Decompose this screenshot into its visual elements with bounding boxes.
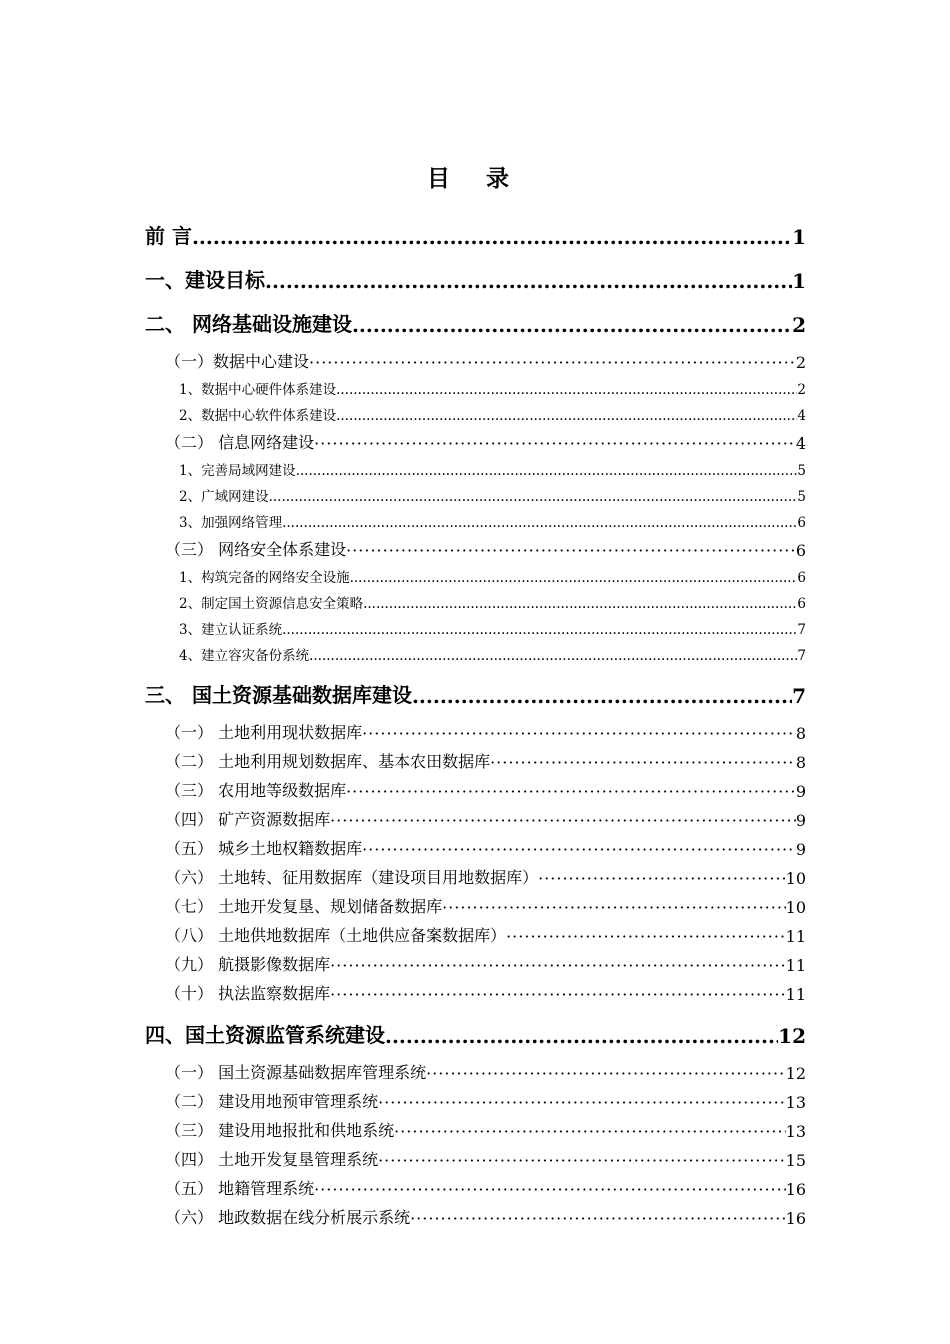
toc-entry-label: 1、完善局域网建设 [179, 463, 296, 479]
toc-entry-label: 二、 网络基础设施建设 [145, 312, 352, 336]
toc-entry[interactable] [145, 505, 806, 531]
toc-entry-label: （一）数据中心建设 [165, 352, 310, 371]
toc-entry[interactable] [145, 424, 806, 453]
toc-entry[interactable] [145, 531, 806, 560]
toc-leader-dots [314, 1180, 786, 1199]
toc-entry-page-number: 16 [785, 1180, 806, 1199]
toc-entry-label: （四） 矿产资源数据库 [165, 810, 331, 829]
toc-entry[interactable] [145, 1083, 806, 1112]
toc-entry-label: （二） 建设用地预审管理系统 [165, 1092, 379, 1111]
toc-entry-page-number: 11 [785, 956, 806, 975]
toc-entry-page-number: 8 [795, 753, 806, 772]
toc-entry[interactable] [145, 453, 806, 479]
toc-entry-label: 2、广域网建设 [179, 489, 269, 505]
toc-leader-dots [282, 622, 797, 638]
toc-entry[interactable] [145, 830, 806, 859]
toc-entry[interactable] [145, 586, 806, 612]
toc-entry[interactable] [145, 479, 806, 505]
toc-entry-page-number: 2 [795, 353, 806, 372]
toc-entry[interactable] [145, 743, 806, 772]
toc-entry[interactable] [145, 1004, 806, 1048]
toc-entry-page-number: 12 [785, 1064, 806, 1083]
toc-entry[interactable] [145, 205, 806, 249]
toc-entry[interactable] [145, 714, 806, 743]
toc-entry-label: 3、建立认证系统 [179, 622, 283, 638]
toc-entry-page-number: 16 [785, 1209, 806, 1228]
toc-entry-label: （六） 地政数据在线分析展示系统 [165, 1208, 411, 1227]
toc-leader-dots [362, 724, 796, 743]
toc-entry-page-number: 6 [797, 570, 806, 586]
toc-leader-dots [296, 463, 798, 479]
toc-entry-label: （二） 土地利用规划数据库、基本农田数据库 [165, 752, 491, 771]
toc-leader-dots [309, 353, 796, 372]
toc-entry[interactable] [145, 1199, 806, 1228]
toc-entry[interactable] [145, 343, 806, 372]
toc-leader-dots [426, 1064, 786, 1083]
toc-entry-page-number: 11 [785, 985, 806, 1004]
toc-entry-page-number: 10 [785, 898, 806, 917]
toc-leader-dots [490, 753, 796, 772]
toc-leader-dots [350, 570, 798, 586]
toc-entry[interactable] [145, 888, 806, 917]
toc-leader-dots [265, 269, 792, 293]
toc-entry[interactable] [145, 772, 806, 801]
toc-leader-dots [330, 985, 786, 1004]
toc-entry-page-number: 9 [795, 782, 806, 801]
toc-leader-dots [352, 313, 792, 337]
toc-entry[interactable] [145, 560, 806, 586]
toc-entry[interactable] [145, 293, 806, 337]
toc-entry-label: （六） 土地转、征用数据库（建设项目用地数据库） [165, 868, 539, 887]
toc-entry-label: （十） 执法监察数据库 [165, 984, 331, 1003]
toc-leader-dots [410, 1209, 786, 1228]
toc-leader-dots [330, 811, 796, 830]
toc-entry-page-number: 7 [792, 684, 806, 708]
toc-entry-page-number: 11 [785, 927, 806, 946]
toc-leader-dots [336, 408, 797, 424]
toc-leader-dots [394, 1122, 786, 1141]
toc-leader-dots [442, 898, 786, 917]
toc-leader-dots [314, 434, 796, 453]
toc-entry-page-number: 13 [785, 1093, 806, 1112]
toc-leader-dots [378, 1093, 786, 1112]
toc-entry-page-number: 13 [785, 1122, 806, 1141]
toc-entry-label: 三、 国土资源基础数据库建设 [145, 683, 412, 707]
toc-entry-label: （七） 土地开发复垦、规划储备数据库 [165, 897, 443, 916]
toc-entry-page-number: 5 [797, 489, 806, 505]
toc-leader-dots [269, 489, 798, 505]
toc-entry-page-number: 6 [797, 515, 806, 531]
toc-leader-dots [346, 541, 796, 560]
toc-entry-page-number: 4 [797, 408, 806, 424]
toc-leader-dots [282, 515, 797, 531]
toc-entry[interactable] [145, 946, 806, 975]
toc-entry[interactable] [145, 917, 806, 946]
toc-entry-label: 2、制定国土资源信息安全策略 [179, 596, 364, 612]
toc-entry[interactable] [145, 801, 806, 830]
toc-leader-dots [412, 684, 792, 708]
toc-leader-dots [362, 840, 796, 859]
toc-leader-dots [385, 1024, 778, 1048]
toc-leader-dots [538, 869, 786, 888]
toc-entry-label: 前 言 [145, 224, 192, 248]
toc-leader-dots [336, 382, 797, 398]
toc-entry-page-number: 6 [797, 596, 806, 612]
toc-entry[interactable] [145, 1112, 806, 1141]
toc-entry-page-number: 5 [797, 463, 806, 479]
toc-entry-page-number: 4 [795, 434, 806, 453]
toc-leader-dots [506, 927, 786, 946]
toc-entry-label: （三） 建设用地报批和供地系统 [165, 1121, 395, 1140]
table-of-contents [145, 205, 806, 1228]
toc-entry-label: 一、建设目标 [145, 268, 265, 292]
toc-entry-label: 1、构筑完备的网络安全设施 [179, 570, 350, 586]
toc-entry-label: （一） 土地利用现状数据库 [165, 723, 363, 742]
toc-entry-page-number: 7 [797, 648, 806, 664]
toc-entry-page-number: 15 [785, 1151, 806, 1170]
toc-entry-page-number: 1 [792, 269, 806, 293]
toc-entry-label: （八） 土地供地数据库（土地供应备案数据库） [165, 926, 507, 945]
toc-entry[interactable] [145, 859, 806, 888]
toc-entry[interactable] [145, 398, 806, 424]
toc-entry[interactable] [145, 1141, 806, 1170]
toc-entry-page-number: 10 [785, 869, 806, 888]
toc-entry-page-number: 9 [795, 840, 806, 859]
toc-entry[interactable] [145, 975, 806, 1004]
toc-entry[interactable] [145, 249, 806, 293]
toc-entry-label: （四） 土地开发复垦管理系统 [165, 1150, 379, 1169]
toc-leader-dots [378, 1151, 786, 1170]
toc-leader-dots [192, 225, 792, 249]
toc-entry-page-number: 1 [792, 225, 806, 249]
toc-entry-page-number: 8 [795, 724, 806, 743]
toc-entry-page-number: 2 [797, 382, 806, 398]
toc-leader-dots [363, 596, 797, 612]
page-title: 目 录 [426, 165, 523, 192]
toc-entry-page-number: 12 [778, 1024, 806, 1048]
toc-entry-label: （五） 地籍管理系统 [165, 1179, 315, 1198]
toc-entry[interactable] [145, 638, 806, 664]
toc-entry-page-number: 6 [795, 541, 806, 560]
toc-entry-label: 4、建立容灾备份系统 [179, 648, 310, 664]
toc-entry-page-number: 7 [797, 622, 806, 638]
toc-entry-label: （一） 国土资源基础数据库管理系统 [165, 1063, 427, 1082]
toc-entry[interactable] [145, 612, 806, 638]
toc-leader-dots [330, 956, 786, 975]
toc-entry[interactable] [145, 1054, 806, 1083]
toc-leader-dots [346, 782, 796, 801]
toc-entry-label: （九） 航摄影像数据库 [165, 955, 331, 974]
toc-entry-page-number: 2 [792, 313, 806, 337]
toc-entry-label: （五） 城乡土地权籍数据库 [165, 839, 363, 858]
toc-leader-dots [309, 648, 797, 664]
toc-entry-label: 1、数据中心硬件体系建设 [179, 382, 337, 398]
toc-entry[interactable] [145, 664, 806, 708]
toc-entry-label: 四、国土资源监管系统建设 [145, 1023, 385, 1047]
toc-entry-label: （二） 信息网络建设 [165, 433, 315, 452]
toc-entry-label: （三） 农用地等级数据库 [165, 781, 347, 800]
toc-entry-label: 3、加强网络管理 [179, 515, 283, 531]
toc-entry[interactable] [145, 1170, 806, 1199]
toc-entry[interactable] [145, 372, 806, 398]
toc-entry-page-number: 9 [795, 811, 806, 830]
toc-entry-label: （三） 网络安全体系建设 [165, 540, 347, 559]
toc-entry-label: 2、数据中心软件体系建设 [179, 408, 337, 424]
